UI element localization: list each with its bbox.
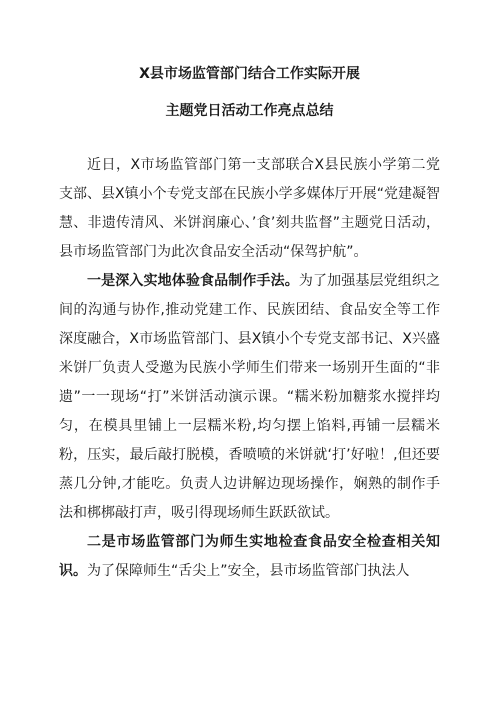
paragraph-point-one [59,267,440,528]
document-title-line-2: 主题党日活动工作亮点总结 [165,103,334,119]
document-title-line-1: X县市场监管部门结合工作实际开展 [139,66,360,82]
paragraph-point-two-lead: 二是市场监管部门为师生实地检查食品安全检查相关知识。 [59,534,440,579]
paragraph-point-one-text: 为了加强基层党组织之间的沟通与协作,推动党建工作、民族团结、食品安全等工作深度融合，X市场监管部门、县X镇小个专党支部书记、X兴盛米饼厂负责人受邀为民族小学师生们带来一场别开生面的“非遗”一一现场“打”米饼活动演示课。“糯米粉加糖浆水搅拌均匀，在模具里铺上一层糯米粉,均匀摆上馅料,再铺一层糯米粉，压实，最后敲打脱模，香喷喷的米饼就‘打’好啦！,但还要蒸几分钟,才能吃。负责人边讲解边现场操作，娴熟的制作手法和梆梆敲打声，吸引得现场师生跃跃欲试。 [59,273,440,521]
paragraph-point-two-text: 为了保障师生“舌尖上”安全，县市场监管部门执法人 [87,563,410,579]
paragraph-point-one-lead: 一是深入实地体验食品制作手法。 [87,273,299,289]
paragraph-point-two [59,528,440,586]
paragraph-intro-text: 近日，X市场监管部门第一支部联合X县民族小学第二党支部、县X镇小个专党支部在民族小学多媒体厅开展“党建凝智慧、非遗传清风、米饼润廉心、’食’刻共监督”主题党日活动，县市场监管部门为此次食品安全活动“保驾护航”。 [59,157,440,260]
paragraph-intro [59,151,440,267]
